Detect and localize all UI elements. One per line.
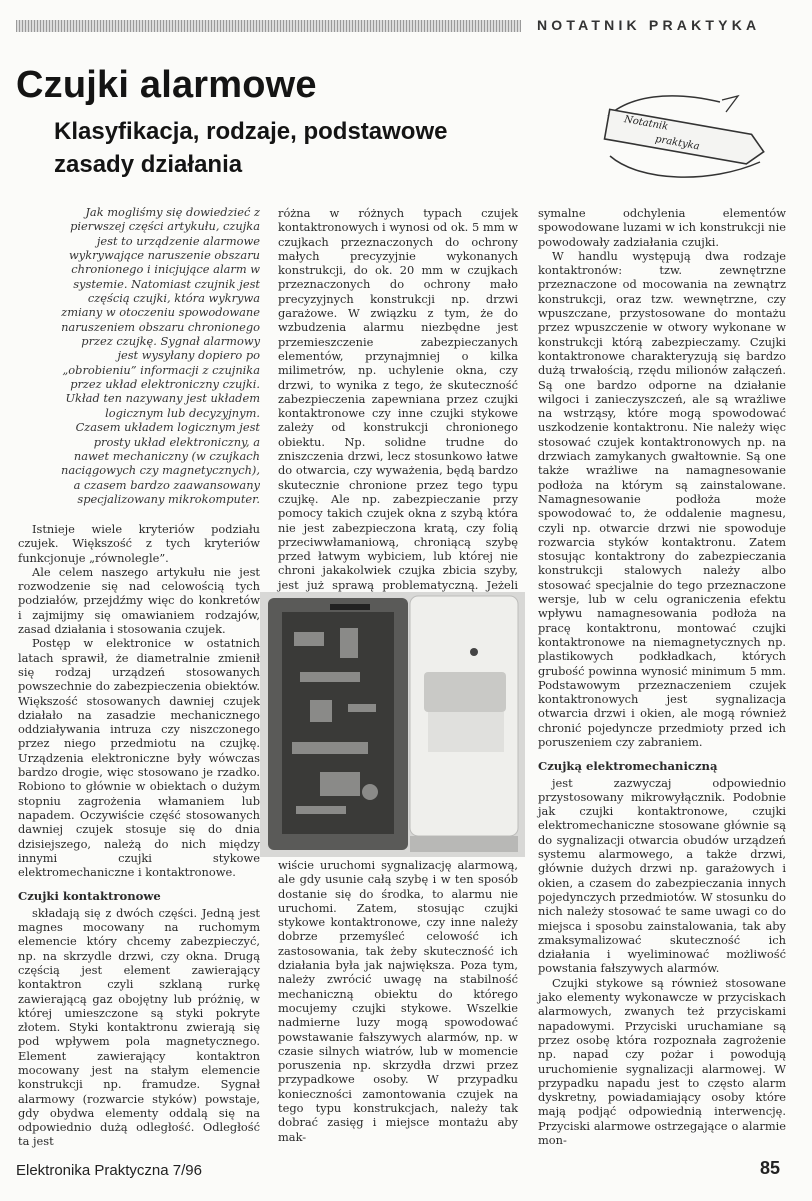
article-subtitle: Klasyfikacja, rodzaje, podstawowe zasady działania	[54, 118, 448, 178]
detector-photo	[260, 592, 525, 857]
col1-paragraph-1: Istnieje wiele kryteriów podziału czujek. Większość z tych kryteriów funkcjonuje „równolegle”.	[18, 522, 260, 565]
photo-lens-lower	[428, 712, 504, 752]
lead-paragraph: Jak mogliśmy się dowiedzieć z pierwszej części artykułu, czujka jest to urządzenie alarmowe wykrywające naruszenie obszaru chronionego i inicjujące alarm w systemie. Natomiast czujnik jest częścią czujki, która wykrywa zmiany w otoczeniu spowodowane naruszeniem obszaru chronionego przez czujkę. Sygnał alarmowy jest wysyłany dopiero po „obrobieniu” informacji z czujnika przez układ elektroniczny czujki. Układ ten nazywany jest układem logicznym lub decyzyjnym. Czasem układem logicznym jest prosty układ elektroniczny, a nawet mechaniczny (w czujkach naciągowych czy magnetycznych), a czasem bardzo zaawansowany specjalizowany mikrokomputer.	[61, 205, 260, 506]
photo-led	[470, 648, 478, 656]
col3-paragraph-3: jest zazwyczaj odpowiednio przystosowany mikrowyłącznik. Podobnie jak czujki kontaktronowe, czujki elektromechaniczne stosowane głównie są do sygnalizacji otwarcia obudów urządzeń systemu alarmowego, a także drzwi, głównie dużych drzwi np. garażowych i okien, a czasem do zabezpieczania innych pojedynczych przedmiotów. W stosunku do nich należy stosować te same uwagi co do miejsca i sposobu zainstalowania, tak aby zmaksymalizować skuteczność ich działania i wyeliminować możliwość powstania fałszywych alarmów.	[538, 775, 786, 976]
col2-paragraph-2: wiście uruchomi sygnalizację alarmową, ale gdy usunie całą szybę i w ten sposób dostanie się do środka, to alarmu nie uruchomi. Zatem, stosując czujki stykowe kontaktronowe, czy inne należy dobrze przemyśleć celowość ich zastosowania, tak żeby skuteczność ich działania była jak największa. Poza tym, należy zwrócić uwagę na stabilność mechaniczną obiektu do którego mocujemy czujki stykowe. Wszelkie nadmierne luzy mogą spowodować powstawanie fałszywych alarmów, np. w czasie silnych wiatrów, lub w momencie poruszenia np. skrzydła drzwi przez przypadkowe osoby. W przypadku konieczności zamontowania czujek na tego typu konstrukcjach, należy tak dobrać zasięg i miejsce montażu aby mak-	[278, 858, 518, 1144]
col1-paragraph-2: Ale celem naszego artykułu nie jest rozwodzenie się nad celowością tych podziałów, przejdźmy więc do konkretów i zajmijmy się omawianiem rodzajów, zasad działania i stosowania czujek.	[18, 564, 260, 637]
stamp-text-1: Notatnik	[623, 114, 669, 133]
column-3	[538, 206, 786, 1147]
column-1	[18, 522, 260, 1149]
column-2-top	[278, 206, 518, 621]
page-number: 85	[760, 1158, 781, 1178]
stamp-text-2: praktyka	[654, 133, 701, 153]
col1-paragraph-3: Postęp w elektronice w ostatnich latach sprawił, że diametralnie zmienił się rodzaj urządzeń stosowanych powszechnie do zabezpieczenia obiektów. Większość stosowanych dawniej czujek działało na zasadzie mechanicznego oddziaływania intruza czy niszczonego przez niego przedmiotu na czujkę. Urządzenia elektroniczne były wówczas bardzo drogie, więc stosowano je rzadko. Robiono to głównie w obiektach o dużym stopniu zagrożenia włamaniem lub napadem. Oczywiście część stosowanych dawniej czujek stosuje się do dnia dzisiejszego, należą do nich między innymi czujki stykowe elektromechaniczne i kontaktronowe.	[18, 636, 260, 880]
photo-connector	[330, 604, 370, 610]
footer-magazine: Elektronika Praktyczna 7/96	[16, 1162, 202, 1179]
heading-elektromechaniczna: Czujką elektromechaniczną	[538, 759, 718, 774]
section-label: NOTATNIK PRAKTYKA	[537, 17, 761, 33]
col3-paragraph-1: symalne odchylenia elementów spowodowane luzami w ich konstrukcji nie powodowały zadziałania czujki.	[538, 206, 786, 249]
heading-kontaktronowe: Czujki kontaktronowe	[18, 889, 161, 904]
col3-paragraph-4: Czujki stykowe są również stosowane jako elementy wykonawcze w przyciskach alarmowych, zwanych też przyciskami napadowymi. Przyciski uruchamiane są przez osobę która rozpoznała zagrożenie np. napad czy pożar i powodują uruchomienie sygnalizacji alarmowej. W przypadku napadu jest to często alarm dyskretny, powiadamiający osoby które mają podjąć odpowiednią interwencję. Przyciski alarmowe ostrzegające o alarmie mon-	[538, 975, 786, 1147]
col2-paragraph-1: różna w różnych typach czujek kontaktronowych i wynosi od ok. 5 mm w czujkach przeznaczonych do ochrony małych precyzyjnie wykonanych konstrukcji, do ok. 20 mm w czujkach przeznaczonych do ochrony mało precyzyjnych konstrukcji np. drzwi garażowe. W związku z tym, że do wzbudzenia alarmu niezbędne jest przemieszczenie zabezpieczanych elementów, przynajmniej o kilka milimetrów, np. uchylenie okna, czy drzwi, to wynika z tego, że skuteczność zabezpieczenia zapewniana przez czujki kontaktronowe czy inne czujki stykowe zależy od konstrukcji chronionego obiektu. Np. solidne trudne do zniszczenia drzwi, lecz stosunkowo łatwe do otwarcia, czy wyważenia, będą bardzo skutecznie chronione przez tego typu czujkę. Ale np. zabezpieczanie przy pomocy takich czujek okna z szybą która nie jest zabezpieczona kratą, czy folią przeciwwłamaniową, chroniącą szybę przed łatwym wybiciem, lub której nie chroni jakakolwiek czujka zbicia szyby, jest już sprawą problematyczną. Jeżeli	[278, 206, 518, 592]
photo-shadow	[410, 836, 518, 852]
photo-lens-window	[424, 672, 506, 712]
article-title: Czujki alarmowe	[16, 64, 317, 106]
notatnik-stamp	[600, 92, 770, 182]
header-rule	[16, 20, 521, 32]
stamp-arrow-icon	[722, 96, 738, 112]
col1-paragraph-4: składają się z dwóch części. Jedną jest magnes mocowany na ruchomym elemencie który chcemy zabezpieczyć, np. na skrzydle drzwi, czy okna. Drugą częścią jest element zawierający kontaktron czyli szklaną rurkę zawierającą gaz obojętny lub próżnię, w której umieszczone są styki pokryte złotem. Styki kontaktronu zwierają się pod wpływem pola magnetycznego. Element zawierający kontaktron mocowany jest na stałym elemencie konstrukcji np. framudze. Sygnał alarmowy (rozwarcie styków) powstaje, gdy obydwa elementy oddalą się na odpowiednio dużą odległość. Odległość ta jest	[18, 905, 260, 1149]
column-2-bottom	[278, 858, 518, 1144]
col3-paragraph-2: W handlu występują dwa rodzaje kontaktronów: tzw. zewnętrzne przeznaczone od mocowania na zewnątrz konstrukcji, oraz tzw. wewnętrzne, czy wpuszczane, przystosowane do montażu przez wpuszczenie w otwory wykonane w konstrukcji którą zabezpieczamy. Czujki kontaktronowe charakteryzują się bardzo dużą trwałością, rzędu milionów załączeń. Są one bardzo odporne na działanie wilgoci i zanieczyszczeń, ale są wrażliwe na wstrząsy, które mogą spowodować uszkodzenie kontaktronu. Nie należy więc stosować czujek kontaktronowych np. na drzwiach zamykanych gwałtownie. Są one także wrażliwe na namagnesowanie podłoża na którym są zainstalowane. Namagnesowanie podłoża może spowodować to, że oddalenie magnesu, czyli np. otwarcie drzwi nie spowoduje rozwarcia styków kontaktronu. Zatem stosując kontaktrony do zabezpieczania konstrukcji stalowych należy albo stosować specjalnie do tego przeznaczone wersje, lub w celu ograniczenia efektu wpływu namagnesowania podłoża na pracę kontaktronu, montować czujki kontaktronowe na niemagnetycznych np. plastikowych podkładkach, których grubość powinna wynosić minimum 5 mm. Podstawowym przeznaczeniem czujek kontaktronowych jest sygnalizacja otwarcia drzwi i okien, ale mogą również chronić pojedyncze przedmioty przed ich poruszeniem czy zabraniem.	[538, 248, 786, 749]
